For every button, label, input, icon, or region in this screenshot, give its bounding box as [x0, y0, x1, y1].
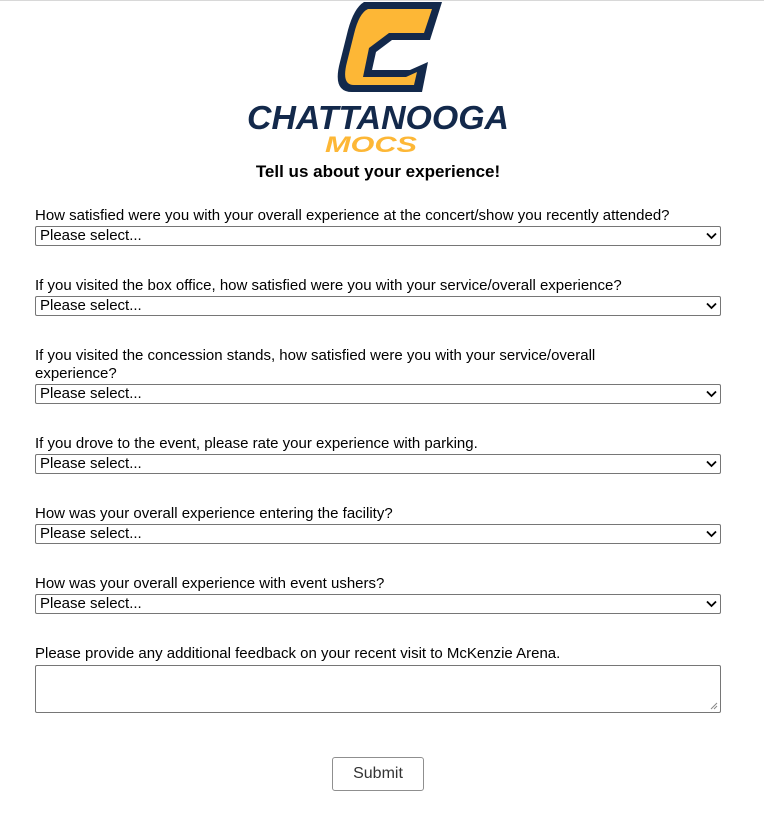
select-value: Please select...: [40, 227, 142, 244]
chevron-down-icon: [706, 600, 717, 608]
form-heading: Tell us about your experience!: [255, 162, 501, 181]
question-label: If you visited the box office, how satisfied were you with your service/overall experience?: [35, 277, 622, 294]
question-concession-stands: [35, 347, 721, 404]
question-parking: [35, 435, 721, 474]
logo-sub-wordmark: MOCS: [325, 132, 418, 156]
question-label: How was your overall experience entering the facility?: [35, 505, 393, 522]
question-event-ushers: [35, 575, 721, 614]
chevron-down-icon: [706, 232, 717, 240]
select-value: Please select...: [40, 455, 142, 472]
chevron-down-icon: [706, 390, 717, 398]
select-value: Please select...: [40, 385, 142, 402]
submit-button[interactable]: Submit: [332, 757, 424, 791]
logo-wordmark: CHATTANOOGA: [247, 99, 509, 136]
select-value: Please select...: [40, 525, 142, 542]
question-entering-facility: [35, 505, 721, 544]
logo-graphic: [244, 0, 512, 156]
question-label: Please provide any additional feedback on your recent visit to McKenzie Arena.: [35, 645, 561, 662]
chevron-down-icon: [706, 530, 717, 538]
question-box-office: [35, 277, 721, 316]
question-additional-feedback: [35, 645, 721, 713]
question-label: If you drove to the event, please rate your experience with parking.: [35, 435, 478, 452]
select-value: Please select...: [40, 595, 142, 612]
question-overall-experience: [35, 207, 721, 246]
chevron-down-icon: [706, 302, 717, 310]
select-value: Please select...: [40, 297, 142, 314]
event-ushers-select[interactable]: [35, 594, 721, 614]
question-label: How satisfied were you with your overall experience at the concert/show you recently attended?: [35, 207, 670, 224]
resize-grip-icon[interactable]: [710, 702, 718, 710]
entering-facility-select[interactable]: [35, 524, 721, 544]
chattanooga-mocs-logo: [244, 0, 512, 156]
concession-stands-select[interactable]: [35, 384, 721, 404]
question-label: How was your overall experience with event ushers?: [35, 575, 385, 592]
chevron-down-icon: [706, 460, 717, 468]
parking-select[interactable]: [35, 454, 721, 474]
question-label: If you visited the concession stands, how satisfied were you with your service/overall experience?: [35, 347, 596, 382]
box-office-select[interactable]: [35, 296, 721, 316]
overall-experience-select[interactable]: [35, 226, 721, 246]
feedback-textarea[interactable]: [35, 665, 721, 713]
